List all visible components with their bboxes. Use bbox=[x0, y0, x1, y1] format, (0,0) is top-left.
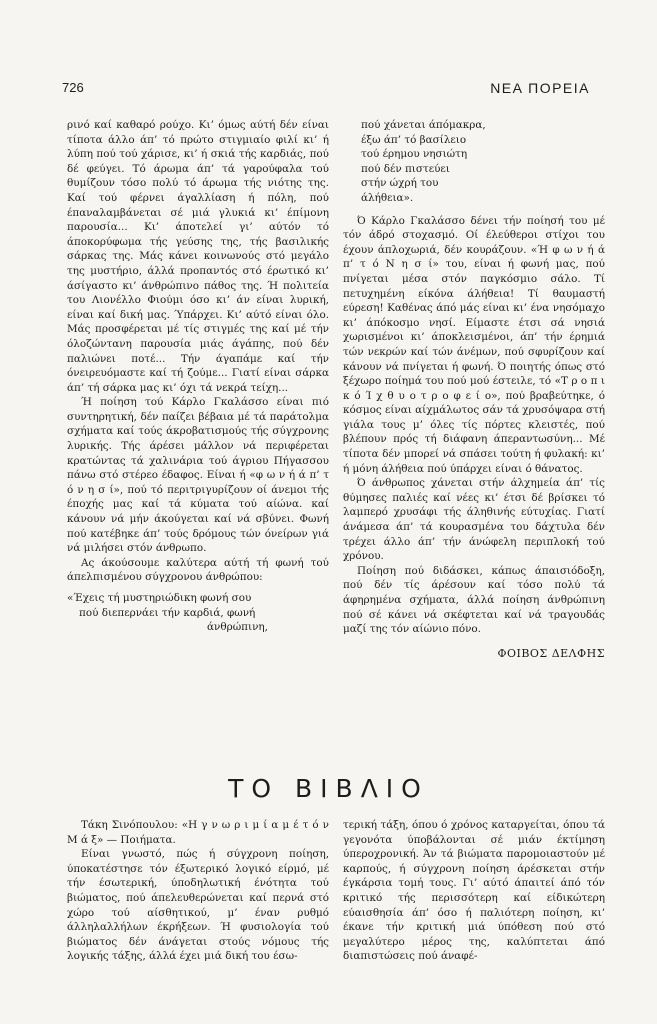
review-column-right bbox=[343, 818, 605, 964]
paragraph: Είναι γνωστό, πώς ή σύγχρονη ποίηση, ύποκατέστησε τόν έξωτερικό λογικό είρμό, μέ τήν έσωτερική, ύποδηλωτική ένότητα τού βιώματος, πού άπελευθερώνεται καί περνά στό χώρο τού αίσθητικού, μ’ έναν ρυθμό άλληλαλλήλων έκρήξεων. Ή φυσιολογία τού βιώματος δέν άνάγεται στούς νόμους τής λογικής τάξης, άλλά έχει μιά δική του έσω- bbox=[67, 848, 329, 963]
poem-line: πού χάνεται άπόμακρα, bbox=[361, 119, 486, 131]
poem-quote bbox=[361, 118, 605, 206]
poem-line: έξω άπ’ τό βασίλειο bbox=[361, 133, 467, 146]
paragraph: Ή ποίηση τού Κάρλο Γκαλάσσο είναι πιό συντηρητική, δέν παίζει βέβαια μέ τά παράτολμα σχήματα καί τούς άκροβατισμούς τής σύγχρονης λυρικής. Τής άρέσει μάλλον νά περιφέρεται κρατώντας τά χαλινάρια τού άγριου Πήγασσου πάνω στό στέρεο έδαφος. Είναι ή «φ ω ν ή ά π’ τ ό ν η σ ί», πού τό περιτριγυρίζουν οί άνεμοι τής έποχής μας καί τά κύματα τού αίώνα. καί κάνουν νά μήν άκούγεται καί νά σβύνει. Φωνή πού κατέβηκε άπ’ τούς δρόμους τών όνείρων γιά νά μιλήσει στόν άνθρωπο. bbox=[67, 396, 329, 555]
poem-line: τού έρημου νησιώτη bbox=[361, 148, 468, 161]
paragraph: ρινό καί καθαρό ρούχο. Κι’ όμως αύτή δέν είναι τίποτα άλλο άπ’ τό πρώτο στιγμιαίο φιλί κι’ ή λύπη πού τού χάρισε, κι’ ή σκιά τής καρδιάς, πού δέ φεύγει. Τό άρωμα άπ’ τά γαρούφαλα τού θυμίζουν τόσο πολύ τό άρωμα τής νιότης της. Καί τού φέρνει άγαλλίαση ή πόλη, πού έπαναλαμβάνεται σέ μιά γλυκιά κι’ έπίμονη παρουσία... Κι’ άποτελεί γι’ αύτόν τό άποκορύφωμα τής γεύσης της, τής βασιλικής σάρκας της. Μάς κάνει κοινωνούς στό μεγάλο της μυστήριο, άλλά προπαντός στό έρωτικό κι’ άσίγαστο κι’ άνθρώπινο πάθος της. Ή πολιτεία του Λιονέλλο Φιούμι όσο κι’ άν είναι λυρική, είναι καί δική μας. Ύπάρχει. Κι’ αύτό είναι όλο. Μάς προσφέρεται μέ τίς στιγμές της καί μέ τήν όλοζώντανη παρουσία μιάς άγάπης, πού δέν παλιώνει ποτέ... Τήν άγαπάμε καί τήν όνειρευόμαστε καί τή ζούμε... Γιατί είναι σάρκα άπ’ τή σάρκα μας κι’ όχι τά νεκρά τείχη... bbox=[67, 119, 329, 394]
poem-line: άλήθεια». bbox=[361, 191, 414, 204]
poem-line: άνθρώπινη, bbox=[207, 621, 268, 634]
poem-line: πού διεπερνάει τήν καρδιά, φωνή bbox=[79, 606, 256, 619]
poem-quote bbox=[67, 591, 329, 635]
page-number: 726 bbox=[62, 80, 84, 95]
paragraph: Ό άνθρωπος χάνεται στήν άλχημεία άπ’ τίς θύμησες παλιές καί νέες κι’ έτσι δέ βρίσκει τό λαμπερό χρυσάφι τής άληθινής εύτυχίας. Γιατί άνάμεσα άπ’ τά κουρασμένα του δάχτυλα δέν τρέχει άλλο άπ’ τήν άνώφελη περιπλοκή τού χρόνου. bbox=[343, 477, 605, 563]
article-column-left bbox=[67, 118, 329, 635]
poem-line: πού δέν πιστεύει bbox=[361, 162, 450, 175]
article-column-right bbox=[343, 118, 605, 661]
paragraph: Ποίηση πού διδάσκει, κάπως άπαισιόδοξη, πού δέν τίς άρέσουν καί τόσο πολύ τά άφηρημένα σχήματα, άλλά ποίηση άνθρώπινη πού σέ κάνει νά σκέφτεται καί νά τραγουδάς μαζί της τόν αίώνιο πόνο. bbox=[343, 564, 605, 636]
paragraph: Ας άκούσουμε καλύτερα αύτή τή φωνή τού άπελπισμένου σύγχρονου άνθρώπου: bbox=[67, 556, 329, 584]
review-heading: Τάκη Σινόπουλου: «Η γ ν ω ρ ι μ ί α μ έ τ ό ν Μ ά ξ» — Ποιήματα. bbox=[67, 819, 329, 846]
review-column-left bbox=[67, 818, 329, 964]
paragraph: Ό Κάρλο Γκαλάσσο δένει τήν ποίησή του μέ τόν άδρό στοχασμό. Οί έλεύθεροι στίχοι του έχουν άπλοχωριά, δέν κουράζουν. «Ή φ ω ν ή ά π’ τ ό Ν η σ ί» του, είναι ή φωνή μας, πού πνίγεται μέσα στόν παγκόσμιο σάλο. Τί πετυχημένη είκόνα άλήθεια! Τί θαυμαστή εύρεση! Καθένας άπό μάς είναι κι’ ένα νησόμαχο κι’ άπόκοσμο νησί. Είμαστε έτσι σά νησιά χωρισμένοι κι’ άποκλεισμένοι, άπ’ τήν έρημιά τών νεκρών καί τών άνέμων, πού σφυρίζουν καί κάνουν νά πνίγεται ή φωνή. Ό ποιητής όπως στό ξέχωρο ποίημά του πού μού έστειλε, τό «Τ ρ ο π ι κ ό Ί χ θ υ ο τ ρ ο φ ε ί ο», πού βραβεύτηκε, ό κόσμος είναι αίχμάλωτος σάν τά χρυσόψαρα στή γιάλα τους μ’ όλες τίς πόρτες κλειστές, πού βλέπουν πρός τή διάφανη άπεραντωσύνη... Μέ τίποτα δέν μπορεί νά σπάσει τούτη ή φυλακή: κι’ ή μόνη άλήθεια πού ύπάρχει είναι ό θάνατος. bbox=[343, 214, 606, 475]
poem-line: «Έχεις τή μυστηριώδικη φωνή σου bbox=[67, 592, 252, 604]
author-signature: ΦΟΙΒΟΣ ΔΕΛΦΗΣ bbox=[497, 646, 605, 660]
paragraph: τερική τάξη, όπου ό χρόνος καταργείται, όπου τά γεγονότα ύποβάλονται σέ μιάν έκτίμηση ύπεροχρονική. Άν τά βιώματα παρομοιαστούν μέ καρπούς, ή σύγχρονη ποίηση άρέσκεται στήν έγκάρσια τομή τους. Γι’ αύτό άπαιτεί άπό τόν κριτικό τής περισσότερη καί είδικώτερη εύαισθησία άπ’ όσο ή παλιότερη ποίηση, κι’ έκανε τήν κριτική μιά ύπόθεση πού στό μεγαλύτερο μέρος της, καλύπτεται άπό διαπιστώσεις πού άναφέ- bbox=[343, 819, 605, 963]
journal-title: ΝΕΑ ΠΟΡΕΙΑ bbox=[490, 80, 590, 96]
poem-line: στήν ώχρή του bbox=[361, 177, 439, 190]
section-title: ΤΟ ΒΙΒΛΙΟ bbox=[228, 774, 429, 803]
